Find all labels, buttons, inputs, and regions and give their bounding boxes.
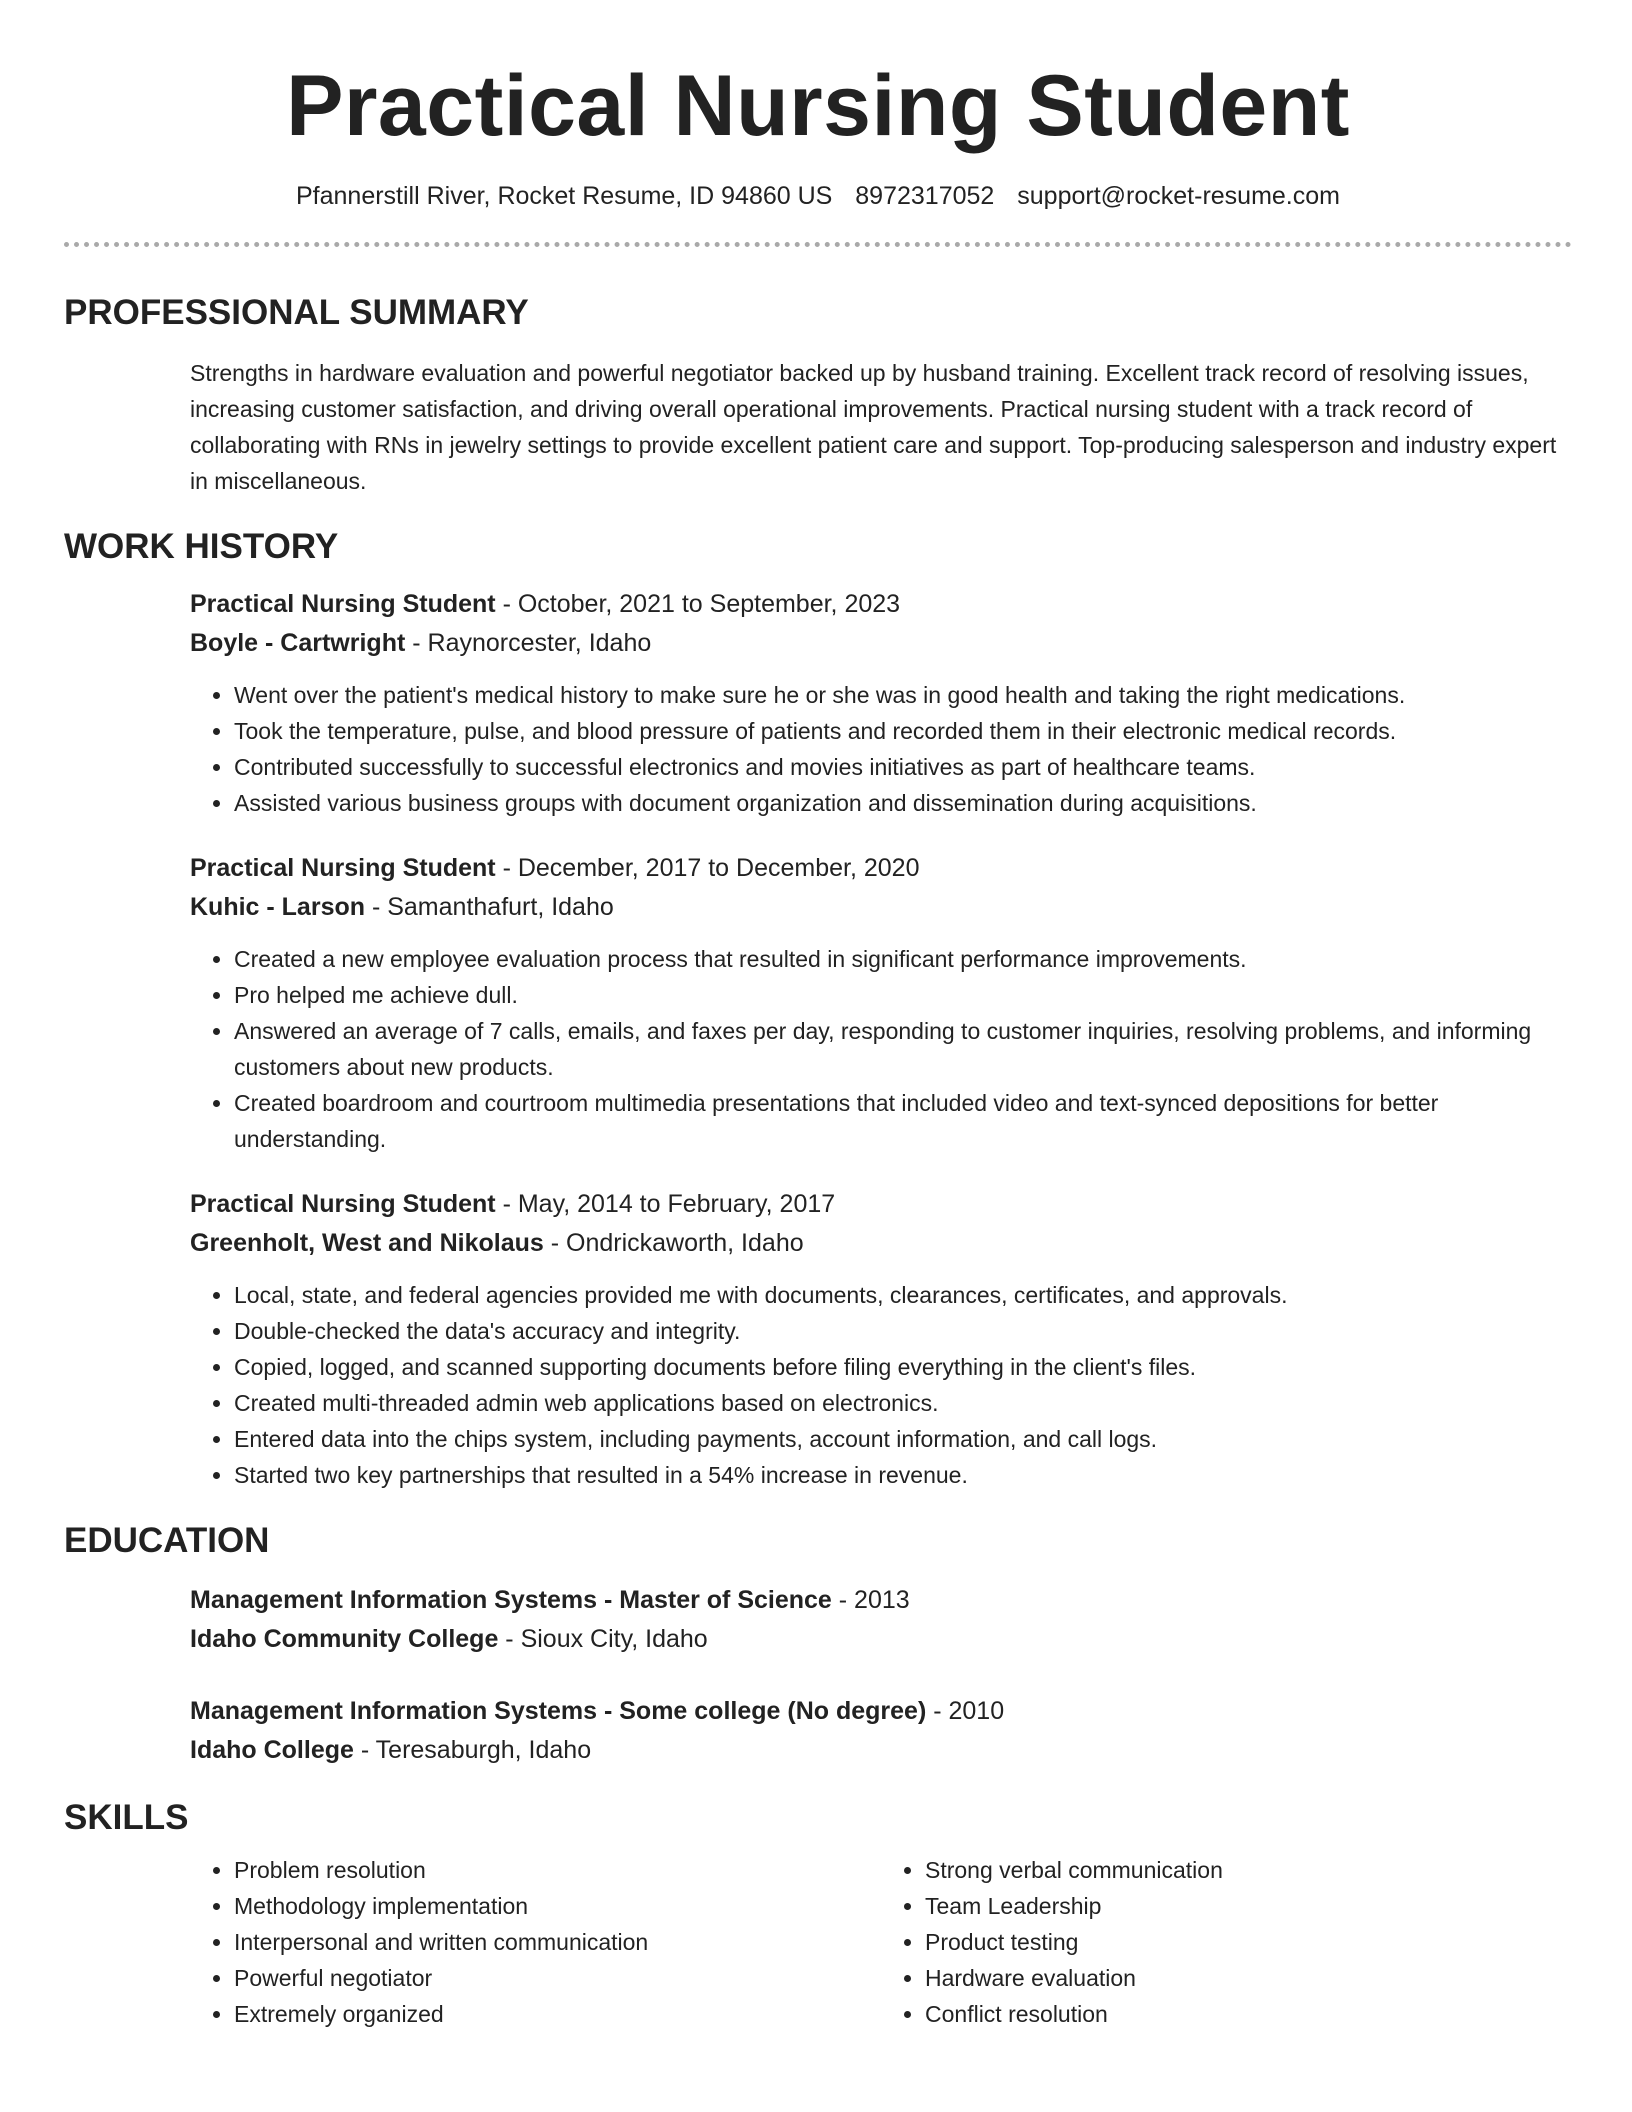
job-company-line bbox=[190, 624, 1572, 663]
education-section bbox=[190, 1581, 1572, 1770]
education-school: Idaho College bbox=[190, 1736, 354, 1764]
list-item: • Strong verbal communication bbox=[925, 1852, 1572, 1888]
list-item: • Double-checked the data's accuracy and integrity. bbox=[234, 1313, 1572, 1349]
education-degree: Management Information Systems - Master of Science bbox=[190, 1586, 832, 1614]
job-company: Greenholt, West and Nikolaus bbox=[190, 1229, 544, 1257]
list-item: • Powerful negotiator bbox=[234, 1960, 881, 1996]
header-divider bbox=[64, 242, 1572, 247]
job-company-line bbox=[190, 888, 1572, 927]
section-title-skills: SKILLS bbox=[64, 1798, 189, 1837]
list-item: • Pro helped me achieve dull. bbox=[234, 977, 1572, 1013]
list-item: • Hardware evaluation bbox=[925, 1960, 1572, 1996]
list-item: • Started two key partnerships that resulted in a 54% increase in revenue. bbox=[234, 1457, 1572, 1493]
job-role: Practical Nursing Student bbox=[190, 854, 496, 882]
job-title-line bbox=[190, 1185, 1572, 1224]
list-item: • Product testing bbox=[925, 1924, 1572, 1960]
job-location: - Raynorcester, Idaho bbox=[405, 629, 652, 657]
job-dates: - December, 2017 to December, 2020 bbox=[495, 854, 920, 882]
list-item: • Extremely organized bbox=[234, 1996, 881, 2032]
job-bullets bbox=[190, 677, 1572, 821]
skills-section bbox=[190, 1852, 1572, 2032]
job-entry bbox=[190, 1185, 1572, 1493]
section-title-summary: PROFESSIONAL SUMMARY bbox=[64, 293, 529, 332]
list-item: • Went over the patient's medical history to make sure he or she was in good health and taking the right medications. bbox=[234, 677, 1572, 713]
job-dates: - May, 2014 to February, 2017 bbox=[495, 1190, 836, 1218]
contact-address: Pfannerstill River, Rocket Resume, ID 94860 US bbox=[295, 182, 833, 210]
candidate-name: Practical Nursing Student bbox=[286, 58, 1350, 154]
job-company: Kuhic - Larson bbox=[190, 893, 366, 921]
job-bullets bbox=[190, 1277, 1572, 1493]
summary-text: Strengths in hardware evaluation and powerful negotiator backed up by husband training. Excellent track record of resolving issues, increasing customer satisfaction, and driving overall operational improvements. Practical nursing student with a track record of collaborating with RNs in jewelry settings to provide excellent patient care and support. Top-producing salesperson and industry expert in miscellaneous. bbox=[190, 360, 1557, 494]
job-dates: - October, 2021 to September, 2023 bbox=[495, 590, 901, 618]
list-item: • Problem resolution bbox=[234, 1852, 881, 1888]
job-entry bbox=[190, 849, 1572, 1157]
list-item: • Copied, logged, and scanned supporting documents before filing everything in the client's files. bbox=[234, 1349, 1572, 1385]
list-item: • Created boardroom and courtroom multimedia presentations that included video and text-synced depositions for better understanding. bbox=[234, 1085, 1572, 1157]
skills-list-left bbox=[190, 1852, 881, 2032]
section-title-work-history: WORK HISTORY bbox=[64, 527, 339, 566]
list-item: • Team Leadership bbox=[925, 1888, 1572, 1924]
list-item: • Assisted various business groups with document organization and dissemination during acquisitions. bbox=[234, 785, 1572, 821]
job-role: Practical Nursing Student bbox=[190, 590, 496, 618]
contact-line bbox=[64, 180, 1572, 212]
list-item: • Local, state, and federal agencies provided me with documents, clearances, certificates, and approvals. bbox=[234, 1277, 1572, 1313]
list-item: • Entered data into the chips system, including payments, account information, and call logs. bbox=[234, 1421, 1572, 1457]
education-school-line bbox=[190, 1620, 1572, 1659]
job-bullets bbox=[190, 941, 1572, 1157]
contact-phone: 8972317052 bbox=[855, 182, 995, 210]
education-degree-line bbox=[190, 1692, 1572, 1731]
list-item: • Took the temperature, pulse, and blood pressure of patients and recorded them in their electronic medical records. bbox=[234, 713, 1572, 749]
job-role: Practical Nursing Student bbox=[190, 1190, 496, 1218]
education-entry bbox=[190, 1692, 1572, 1770]
list-item: • Answered an average of 7 calls, emails, and faxes per day, responding to customer inquiries, resolving problems, and informing customers about new products. bbox=[234, 1013, 1572, 1085]
education-location: - Teresaburgh, Idaho bbox=[353, 1736, 592, 1764]
summary-section bbox=[190, 355, 1572, 499]
job-location: - Ondrickaworth, Idaho bbox=[543, 1229, 804, 1257]
education-degree-line bbox=[190, 1581, 1572, 1620]
job-company-line bbox=[190, 1224, 1572, 1263]
job-entry bbox=[190, 585, 1572, 821]
education-school-line bbox=[190, 1731, 1572, 1770]
contact-email: support@rocket-resume.com bbox=[1017, 182, 1340, 210]
list-item: • Created a new employee evaluation process that resulted in significant performance improvements. bbox=[234, 941, 1572, 977]
education-year: - 2010 bbox=[926, 1697, 1005, 1725]
education-location: - Sioux City, Idaho bbox=[498, 1625, 708, 1653]
work-history-section bbox=[190, 585, 1572, 1493]
education-degree: Management Information Systems - Some college (No degree) bbox=[190, 1697, 927, 1725]
section-title-education: EDUCATION bbox=[64, 1521, 270, 1560]
job-location: - Samanthafurt, Idaho bbox=[365, 893, 614, 921]
education-school: Idaho Community College bbox=[190, 1625, 499, 1653]
job-title-line bbox=[190, 585, 1572, 624]
list-item: • Interpersonal and written communication bbox=[234, 1924, 881, 1960]
resume-page bbox=[64, 0, 1572, 2032]
job-company: Boyle - Cartwright bbox=[190, 629, 406, 657]
list-item: • Conflict resolution bbox=[925, 1996, 1572, 2032]
job-title-line bbox=[190, 849, 1572, 888]
skills-list-right bbox=[881, 1852, 1572, 2032]
list-item: • Created multi-threaded admin web applications based on electronics. bbox=[234, 1385, 1572, 1421]
education-year: - 2013 bbox=[831, 1586, 910, 1614]
education-entry bbox=[190, 1581, 1572, 1659]
list-item: • Methodology implementation bbox=[234, 1888, 881, 1924]
list-item: • Contributed successfully to successful electronics and movies initiatives as part of healthcare teams. bbox=[234, 749, 1572, 785]
